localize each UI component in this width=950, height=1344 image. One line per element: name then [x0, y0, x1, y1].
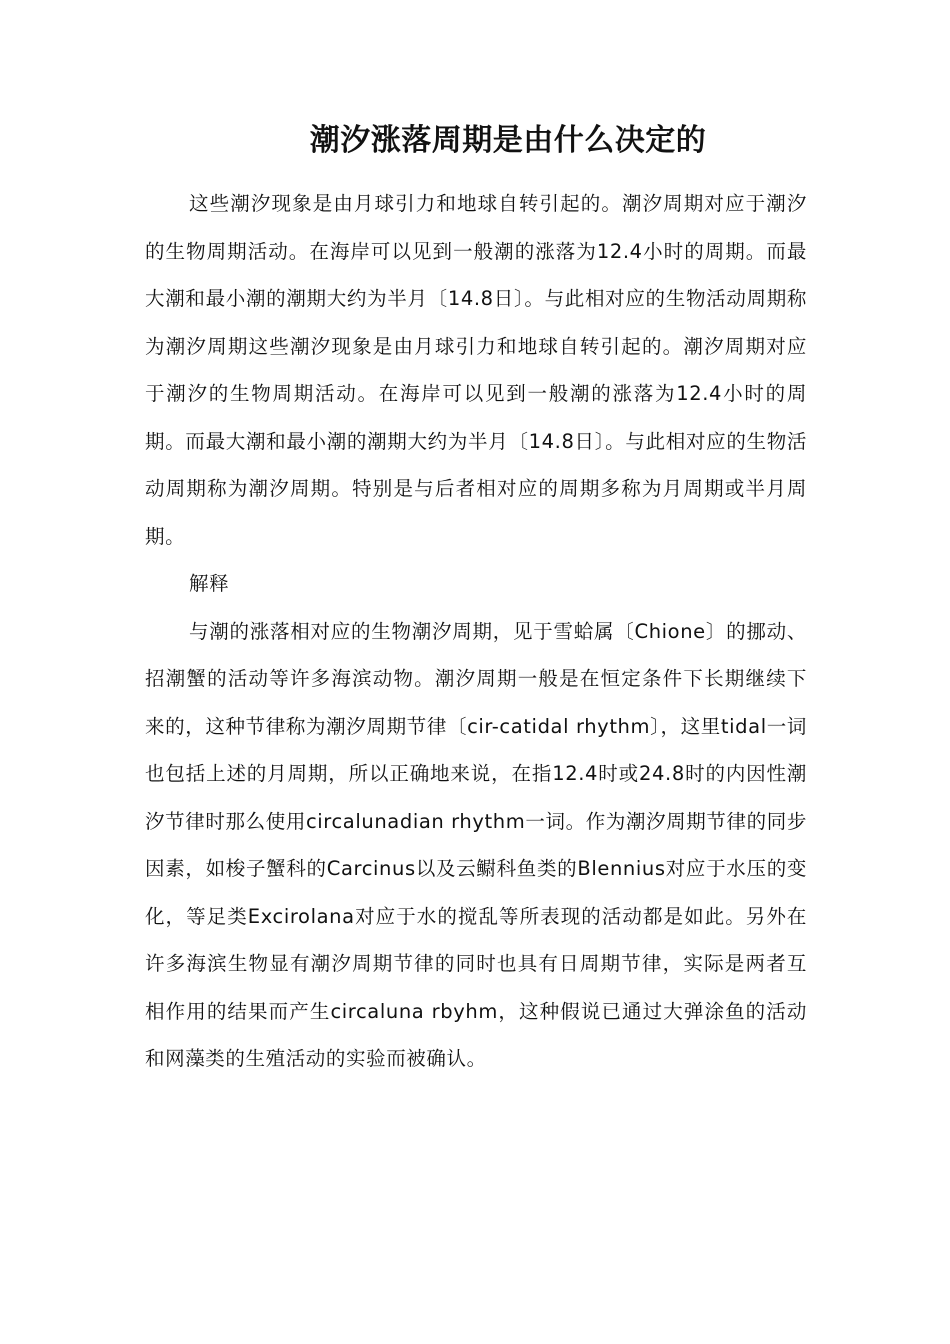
paragraph-tides-overview: 这些潮汐现象是由月球引力和地球自转引起的。潮汐周期对应于潮汐的生物周期活动。在海岸可以见到一般潮的涨落为12.4小时的周期。而最大潮和最小潮的潮期大约为半月〔14.8日〕。与此相对应的生物活动周期称为潮汐周期这些潮汐现象是由月球引力和地球自转引起的。潮汐周期对应于潮汐的生物周期活动。在海岸可以见到一般潮的涨落为12.4小时的周期。而最大潮和最小潮的潮期大约为半月〔14.8日〕。与此相对应的生物活动周期称为潮汐周期。特别是与后者相对应的周期多称为月周期或半月周期。: [145, 192, 807, 548]
paragraph-explanation-heading: 解释: [189, 572, 230, 595]
document-title: 潮汐涨落周期是由什么决定的: [309, 123, 707, 158]
document-body: [145, 180, 807, 1083]
paragraph-explanation-body: 与潮的涨落相对应的生物潮汐周期，见于雪蛤属〔Chione〕的挪动、招潮蟹的活动等许多海滨动物。潮汐周期一般是在恒定条件下长期继续下来的，这种节律称为潮汐周期节律〔cir-catidal rhythm〕，这里tidal一词也包括上述的月周期，所以正确地来说，在指12.4时或24.8时的内因性潮汐节律时那么使用circalunadian rhythm一词。作为潮汐周期节律的同步因素，如梭子蟹科的Carcinus以及云鳚科鱼类的Blennius对应于水压的变化，等足类Excirolana对应于水的搅乱等所表现的活动都是如此。另外在许多海滨生物显有潮汐周期节律的同时也具有日周期节律，实际是两者互相作用的结果而产生circaluna rbyhm，这种假说已通过大弹涂鱼的活动和网藻类的生殖活动的实验而被确认。: [145, 619, 807, 1070]
